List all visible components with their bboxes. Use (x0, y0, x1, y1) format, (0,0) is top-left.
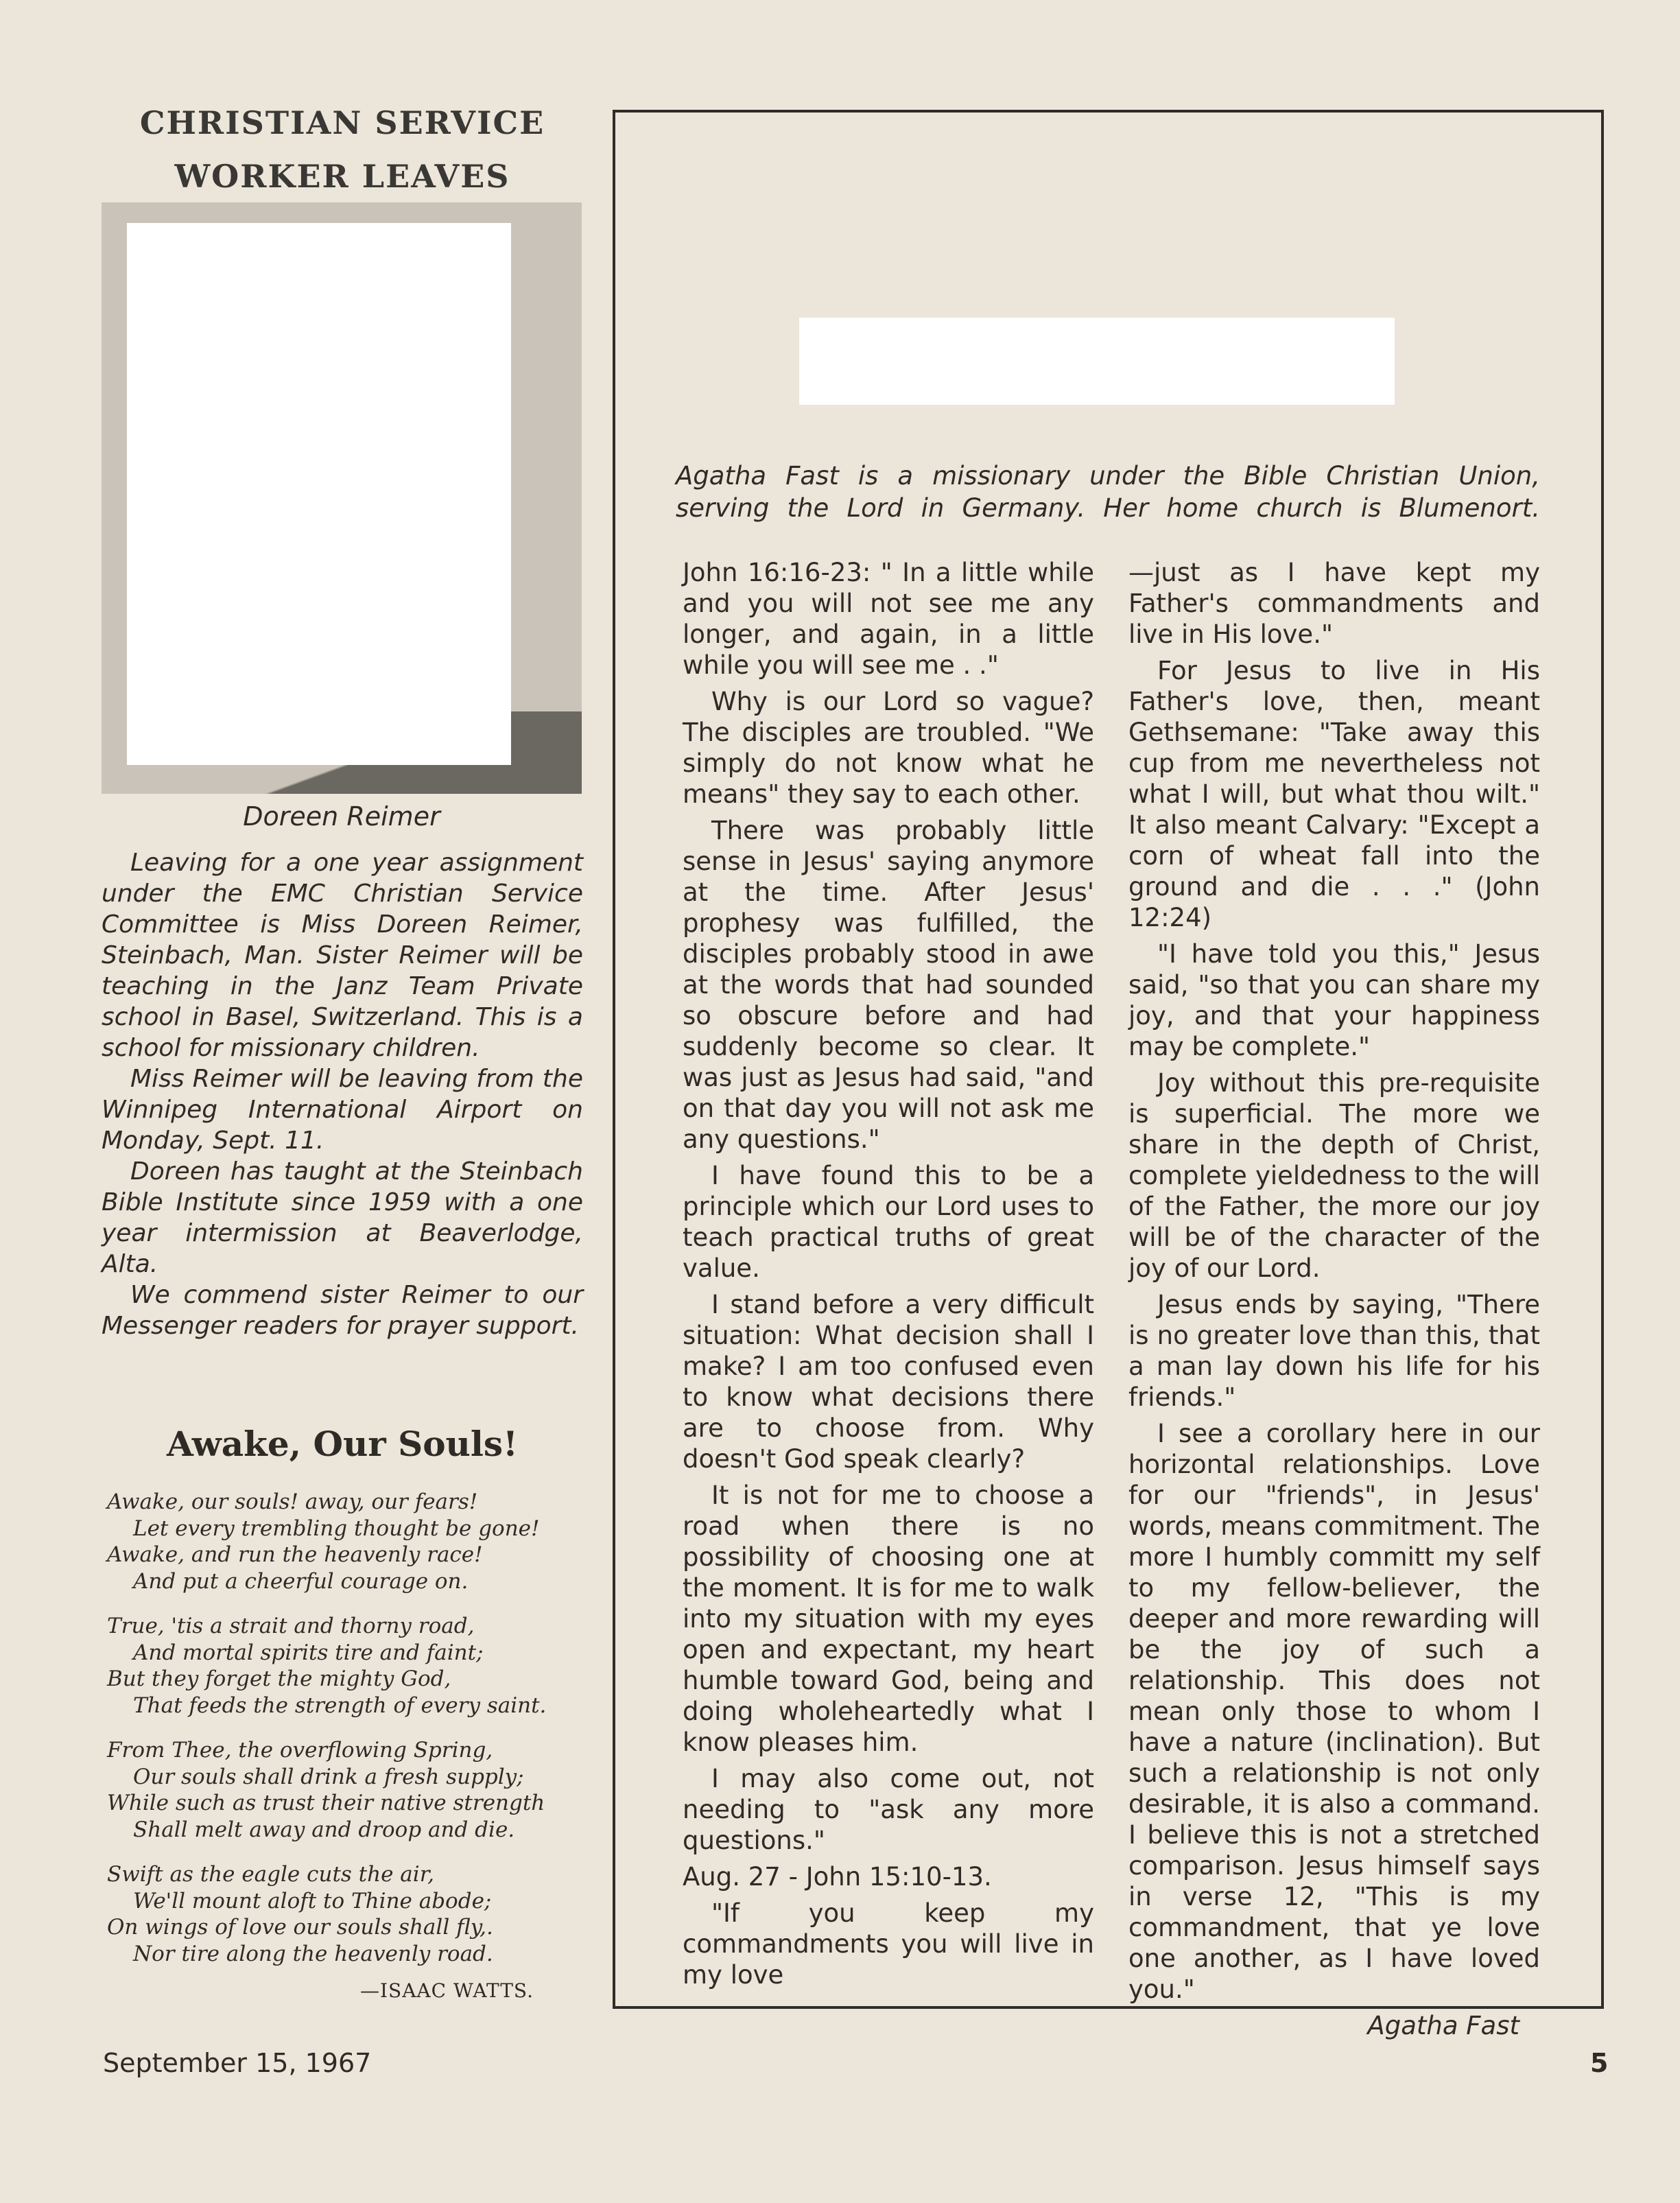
page-number: 5 (1590, 2048, 1609, 2078)
bio-text (102, 847, 583, 1341)
poem-author: —ISAAC WATTS. (359, 1979, 534, 2002)
bio-paragraph: Doreen has taught at the Steinbach Bible Institute since 1959 with a one year intermission at Beaverlodge, Alta. (102, 1157, 583, 1278)
article-paragraph: —just as I have kept my Father's commandments and live in His love." (1128, 558, 1540, 649)
poem-line: But they forget the mighty God, (107, 1666, 451, 1691)
headline-line-1: CHRISTIAN SERVICE (139, 104, 545, 141)
headline-line-2: WORKER LEAVES (174, 158, 510, 195)
article-paragraph: "I have told you this," Jesus said, "so that you can share my joy, and that your happiness may be complete." (1128, 939, 1540, 1061)
poem-line: On wings of love our souls shall fly,. (107, 1915, 493, 1940)
article-paragraph: I stand before a very difficult situation: What decision shall I make? I am too confused even to know what decisions there are to choose from. Why doesn't God speak clearly? (683, 1290, 1094, 1474)
article-column-2 (1128, 557, 1540, 2041)
bio-paragraph: Miss Reimer will be leaving from the Winnipeg International Airport on Monday, Sept. 11. (102, 1065, 583, 1155)
poem-line: While such as trust their native strength (107, 1791, 545, 1815)
article-paragraph: "If you keep my commandments you will live in my love (683, 1898, 1094, 1990)
photo-redacted-area (127, 223, 511, 765)
poem-line: From Thee, the overflowing Spring, (107, 1738, 493, 1763)
article-paragraph: There was probably little sense in Jesus' saying anymore at the time. After Jesus' prophesy was fulfilled, the disciples probably stood in awe at the words that had sounded so obscure before and had suddenly become so clear. It was just as Jesus had said, "and on that day you will not ask me any questions." (683, 816, 1094, 1154)
poem-line: True, 'tis a strait and thorny road, (107, 1614, 475, 1638)
article-paragraph: I may also come out, not needing to "ask any more questions." (683, 1764, 1094, 1855)
article-paragraph: I have found this to be a principle which our Lord uses to teach practical truths of great value. (683, 1161, 1094, 1283)
article-paragraph: Jesus ends by saying, "There is no greater love than this, that a man lay down his life for his friends." (1128, 1290, 1540, 1412)
bio-paragraph: Leaving for a one year assignment under the EMC Christian Service Committee is Miss Doreen Reimer, Steinbach, Man. Sister Reimer will be teaching in the Janz Team Private school in Basel, Switzerland. This is a school for missionary children. (102, 849, 583, 1062)
article-signature: Agatha Fast (1367, 2011, 1519, 2040)
article-paragraph: Why is our Lord so vague? The disciples are troubled. "We simply do not know what he means" they say to each other. (683, 687, 1094, 809)
article-paragraph: It is not for me to choose a road when there is no possibility of choosing one at the moment. It is for me to walk into my situation with my eyes open and expectant, my heart humble toward God, being and doing wholeheartedly what I know pleases him. (683, 1481, 1094, 1757)
poem-line: Our souls shall drink a fresh supply; (133, 1764, 524, 1789)
article-paragraph: I see a corollary here in our horizontal relationships. Love for our "friends", in Jesus' words, means commitment. The more I humbly committ my self to my fellow-believer, the deeper and more rewarding will be the joy of such a relationship. This does not mean only those to whom I have a nature (inclination). But such a relationship is not only desirable, it is also a command. I believe this is not a stretched comparison. Jesus himself says in verse 12, "This is my commandment, that ye love one another, as I have loved you." (1128, 1419, 1540, 2004)
photo-caption: Doreen Reimer (243, 801, 440, 832)
headline (102, 96, 583, 203)
poem-line: Awake, and run the heavenly race! (107, 1542, 483, 1567)
poem-stanza (107, 1489, 587, 1594)
article-paragraph: For Jesus to live in His Father's love, then, meant Gethsemane: "Take away this cup from me nevertheless not what I will, but what thou wilt." It also meant Calvary: "Except a corn of wheat fall into the ground and die . . ." (John 12:24) (1128, 656, 1540, 932)
poem-line: Awake, our souls! away, our fears! (107, 1489, 478, 1514)
article-paragraph: John 16:16-23: " In a little while and you will not see me any longer, and again, in a little while you will see me . ." (683, 558, 1094, 680)
poem-line: And put a cheerful courage on. (133, 1568, 469, 1594)
poem-line: That feeds the strength of every saint. (133, 1693, 547, 1718)
poem-line: Shall melt away and droop and die. (133, 1817, 515, 1842)
article-column-1 (683, 557, 1094, 1996)
poem-line: We'll mount aloft to Thine abode; (133, 1888, 492, 1913)
article-intro: Agatha Fast is a missionary under the Bible Christian Union, serving the Lord in Germany. Her home church is Blumenort. (676, 461, 1540, 523)
article-scripture-ref: Aug. 27 - John 15:10-13. (683, 1862, 992, 1892)
poem-line: And mortal spirits tire and faint; (133, 1640, 484, 1665)
poem-stanza (107, 1613, 587, 1719)
poem-stanza (107, 1737, 587, 1843)
article-title-redacted-area (799, 318, 1395, 405)
poem-line: Nor tire along the heavenly road. (133, 1941, 493, 1966)
issue-date: September 15, 1967 (103, 2048, 372, 2078)
article-paragraph: Joy without this pre-requisite is superficial. The more we share in the depth of Christ, complete yieldedness to the will of the Father, the more our joy will be of the character of the joy of our Lord. (1128, 1068, 1540, 1283)
portrait-photo (102, 202, 582, 794)
poem-stanza (107, 1861, 587, 1967)
poem-body (107, 1489, 587, 1986)
poem-title: Awake, Our Souls! (166, 1424, 519, 1464)
poem-line: Let every trembling thought be gone! (133, 1516, 540, 1541)
bio-paragraph: We commend sister Reimer to our Messenger readers for prayer support. (102, 1281, 583, 1340)
poem-line: Swift as the eagle cuts the air, (107, 1862, 434, 1887)
